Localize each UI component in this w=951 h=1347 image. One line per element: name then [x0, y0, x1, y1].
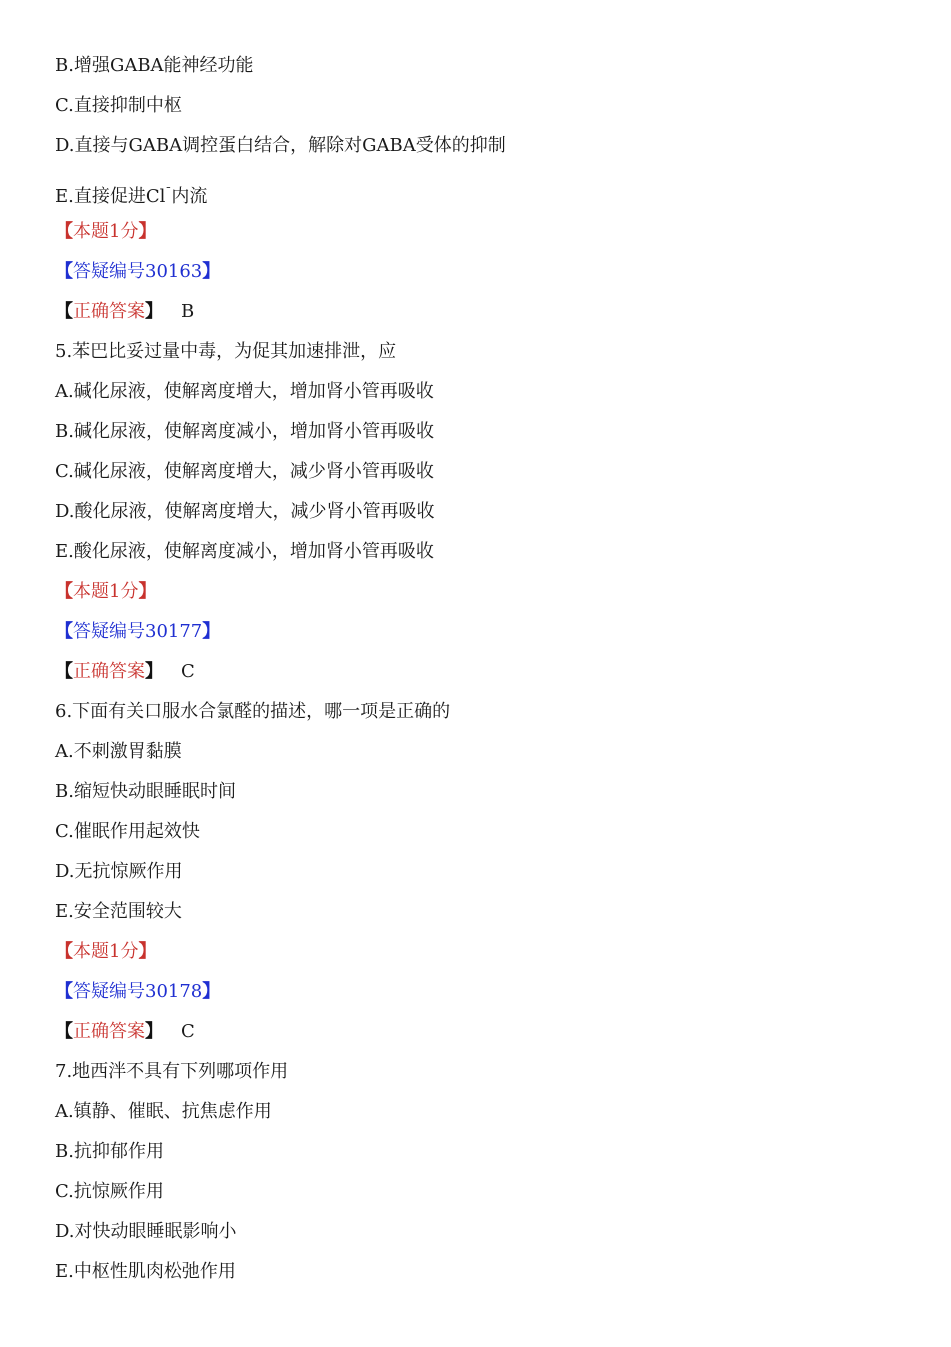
question-line: A.不刺激胃黏膜: [55, 741, 182, 762]
question-line: E.中枢性肌肉松弛作用: [55, 1261, 236, 1282]
question-line: E.安全范围较大: [55, 901, 182, 922]
question-line: A.碱化尿液，使解离度增大，增加肾小管再吸收: [55, 381, 434, 402]
bracket-close: 】: [145, 301, 163, 322]
bracket-open: 【: [55, 581, 73, 602]
option-text-tail: 内流: [171, 186, 208, 207]
bracket-open: 【: [55, 621, 73, 642]
bracket-open: 【: [55, 661, 73, 682]
bracket-close: 】: [138, 221, 157, 242]
option-text: E.直接促进Cl: [55, 186, 166, 207]
question-line: D.对快动眼睡眠影响小: [55, 1221, 237, 1242]
answer-label: 正确答案: [73, 661, 145, 682]
bracket-open: 【: [55, 301, 73, 322]
bracket-close: 】: [138, 581, 157, 602]
question-id-label: 答疑编号30177: [73, 621, 203, 642]
bracket-open: 【: [55, 261, 73, 282]
answer-label: 正确答案: [73, 301, 145, 322]
bracket-open: 【: [55, 221, 73, 242]
correct-answer: [55, 300, 194, 324]
correct-answer: [55, 660, 195, 684]
bracket-close: 】: [145, 1021, 163, 1042]
answer-value: C: [181, 661, 195, 682]
bracket-open: 【: [55, 941, 73, 962]
superscript-mark: ˉ: [165, 185, 172, 199]
question-line: B.碱化尿液，使解离度减小，增加肾小管再吸收: [55, 421, 434, 442]
question-line: 6.下面有关口服水合氯醛的描述，哪一项是正确的: [55, 701, 451, 722]
question-line: C.直接抑制中枢: [55, 95, 182, 116]
correct-answer: [55, 1020, 195, 1044]
question-line: 5.苯巴比妥过量中毒，为促其加速排泄，应: [55, 341, 397, 362]
question-line: B.缩短快动眼睡眠时间: [55, 781, 236, 802]
score-tag: [55, 580, 156, 604]
question-line: D.无抗惊厥作用: [55, 861, 183, 882]
bracket-open: 【: [55, 981, 73, 1002]
question-id-label: 答疑编号30163: [73, 261, 203, 282]
bracket-close: 】: [202, 621, 221, 642]
question-line: D.酸化尿液，使解离度增大，减少肾小管再吸收: [55, 501, 435, 522]
score-tag: [55, 940, 156, 964]
question-id-tag: [55, 260, 220, 284]
question-id-label: 答疑编号30178: [73, 981, 203, 1002]
bracket-close: 】: [202, 981, 221, 1002]
question-line: C.催眠作用起效快: [55, 821, 200, 842]
bracket-close: 】: [202, 261, 221, 282]
question-line: E.酸化尿液，使解离度减小，增加肾小管再吸收: [55, 541, 434, 562]
question-line: C.碱化尿液，使解离度增大，减少肾小管再吸收: [55, 461, 434, 482]
bracket-open: 【: [55, 1021, 73, 1042]
question-line: A.镇静、催眠、抗焦虑作用: [55, 1101, 272, 1122]
score-label: 本题1分: [73, 221, 139, 242]
score-label: 本题1分: [73, 581, 139, 602]
question-line: B.增强GABA能神经功能: [55, 55, 254, 76]
score-tag: [55, 220, 156, 244]
question-line: [55, 180, 207, 209]
question-line: C.抗惊厥作用: [55, 1181, 164, 1202]
question-line: B.抗抑郁作用: [55, 1141, 164, 1162]
question-line: 7.地西泮不具有下列哪项作用: [55, 1061, 289, 1082]
question-id-tag: [55, 620, 220, 644]
answer-value: B: [181, 301, 195, 322]
bracket-close: 】: [138, 941, 157, 962]
answer-value: C: [181, 1021, 195, 1042]
answer-label: 正确答案: [73, 1021, 145, 1042]
question-id-tag: [55, 980, 220, 1004]
score-label: 本题1分: [73, 941, 139, 962]
bracket-close: 】: [145, 661, 163, 682]
question-line: D.直接与GABA调控蛋白结合，解除对GABA受体的抑制: [55, 135, 506, 156]
